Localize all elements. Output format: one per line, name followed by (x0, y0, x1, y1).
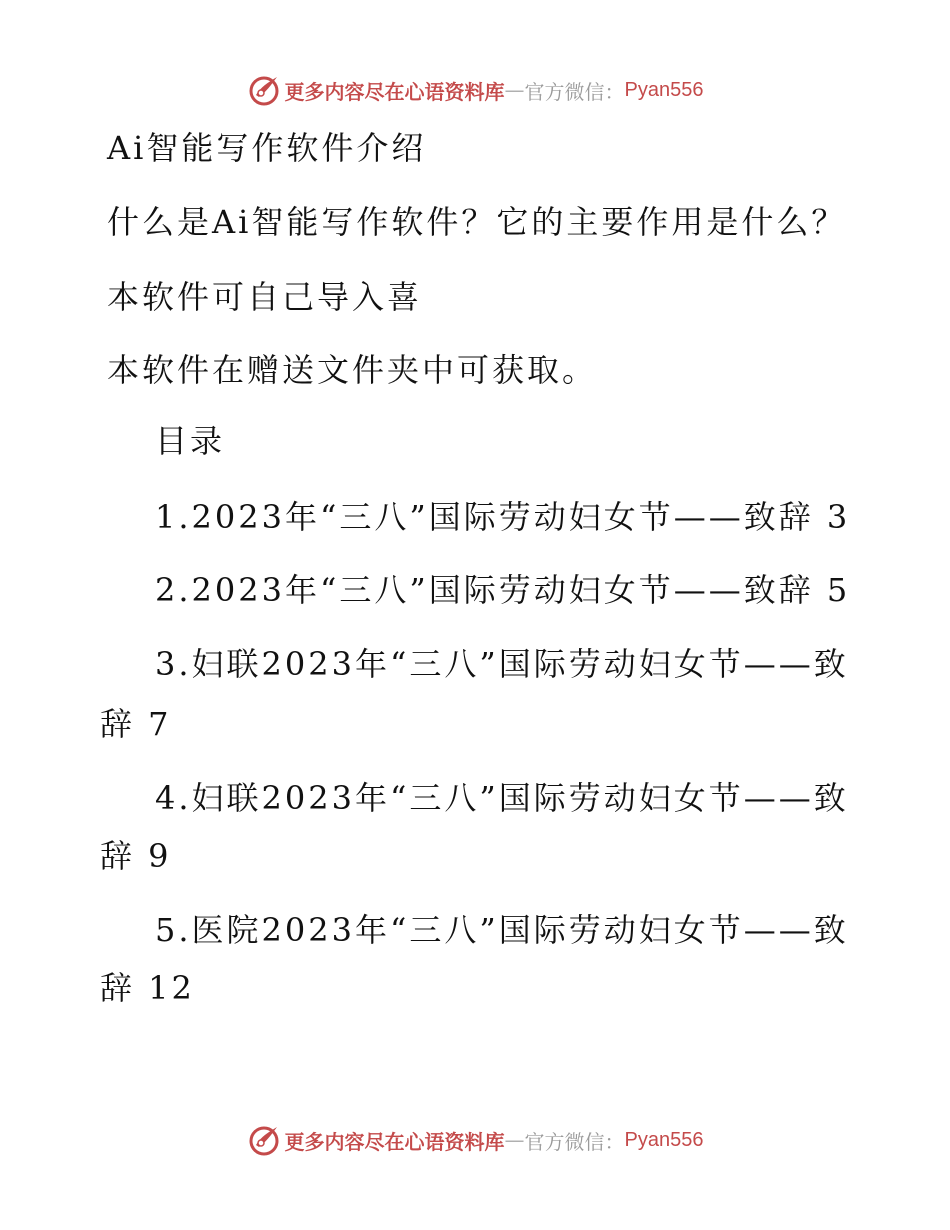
watermark-brand: 更多内容尽在心语资料库 (284, 1129, 505, 1154)
toc-item-5: 5.医院2023年“三八”国际劳动妇女节——致 (155, 911, 849, 949)
toc-item-3: 3.妇联2023年“三八”国际劳动妇女节——致 (155, 645, 849, 683)
header-watermark (0, 70, 950, 110)
doc-line-import: 本软件可自己导入喜 (107, 278, 423, 316)
watermark-brand: 更多内容尽在心语资料库 (284, 79, 505, 104)
watermark-official: 官方微信： (524, 79, 625, 104)
doc-title: Ai智能写作软件介绍 (107, 129, 427, 167)
doc-line-gift-folder: 本软件在赠送文件夹中可获取。 (107, 351, 598, 389)
footer-watermark (0, 1120, 950, 1160)
toc-item-2: 2.2023年“三八”国际劳动妇女节——致辞 5 (155, 571, 851, 609)
quill-logo-icon (247, 73, 281, 107)
doc-question: 什么是Ai智能写作软件？它的主要作用是什么？ (107, 203, 847, 241)
quill-logo-icon (247, 1123, 281, 1157)
toc-item-5-cont: 辞 12 (100, 969, 195, 1007)
watermark-dash: — (504, 1128, 525, 1152)
toc-item-4-cont: 辞 9 (100, 837, 172, 875)
watermark-id: Pyan556 (624, 78, 704, 101)
toc-item-3-cont: 辞 7 (100, 705, 172, 743)
watermark-id: Pyan556 (624, 1128, 704, 1151)
toc-item-4: 4.妇联2023年“三八”国际劳动妇女节——致 (155, 779, 849, 817)
toc-item-1: 1.2023年“三八”国际劳动妇女节——致辞 3 (155, 498, 851, 536)
watermark-dash: — (504, 78, 525, 102)
toc-heading: 目录 (155, 422, 226, 460)
watermark-official: 官方微信： (524, 1129, 625, 1154)
